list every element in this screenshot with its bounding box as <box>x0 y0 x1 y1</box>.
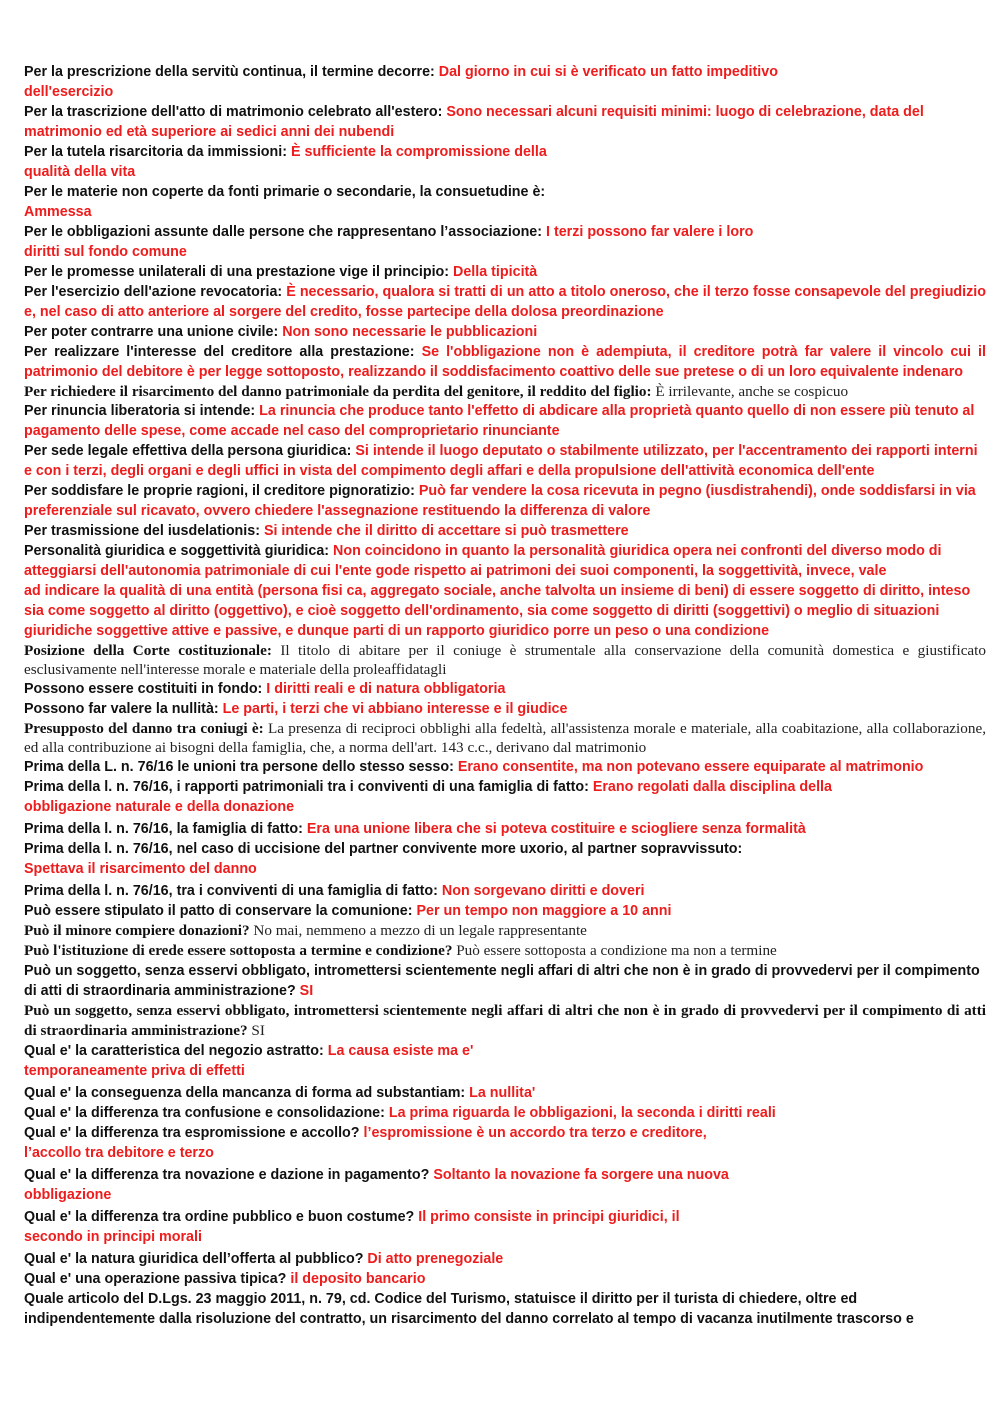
answer-text: SI <box>251 1022 265 1039</box>
question-text: Per realizzare l'interesse del creditore alla prestazione: <box>24 344 422 360</box>
document-page <box>24 62 986 1329</box>
question-text: Per le materie non coperte da fonti primarie o secondarie, la consuetudine è: <box>24 184 546 200</box>
answer-text: Se l'obbligazione non è adempiuta, il creditore potrà far valere il vincolo cui il patrimonio del debitore è per legge sottoposto, realizzando il soddisfacimento coattivo delle sue pretese o di un loro equivalente indenaro <box>24 344 986 380</box>
answer-text: È sufficiente la compromissione della <box>290 144 547 160</box>
answer-text: Erano consentite, ma non potevano essere equiparate al matrimonio <box>457 759 924 775</box>
qa-entry <box>24 342 986 382</box>
answer-text: Per un tempo non maggiore a 10 anni <box>416 903 672 919</box>
answer-text: La prima riguarda le obbligazioni, la seconda i diritti reali <box>388 1105 776 1121</box>
question-text: Possono essere costituiti in fondo: <box>24 681 267 697</box>
question-text: Per rinuncia liberatoria si intende: <box>24 403 260 419</box>
qa-entry <box>24 62 986 102</box>
answer-text: Si intende che il diritto di accettare si può trasmettere <box>263 523 629 539</box>
question-text: Per la prescrizione della servitù continua, il termine decorre: <box>24 64 439 80</box>
question-text: Qual e' la differenza tra novazione e dazione in pagamento? <box>24 1167 434 1183</box>
question-text: Può l'istituzione di erede essere sottoposta a termine e condizione? <box>24 942 457 959</box>
question-text: Presupposto del danno tra coniugi è: <box>24 720 268 737</box>
answer-text: Era una unione libera che si poteva costituire e sciogliere senza formalità <box>306 821 806 837</box>
question-text: Può un soggetto, senza esservi obbligato, intromettersi scientemente negli affari di altri che non è in grado di provvedervi per il compimento di atti di straordinaria amministrazione? <box>24 1002 986 1039</box>
qa-entry <box>24 1207 986 1247</box>
answer-text: Il titolo di abitare per il coniuge è strumentale alla conservazione della comunità domestica e giustificato esclusivamente nell'interesse morale e materiale della proleaffidatagli <box>24 642 986 678</box>
question-text: Quale articolo del D.Lgs. 23 maggio 2011, n. 79, cd. Codice del Turismo, statuisce il diritto per il turista di chiedere, oltre ed indipendentemente dalla risoluzione del contratto, un risarcimento del danno correlato al tempo di vacanza inutilmente trascorso e <box>24 1291 914 1327</box>
answer-text: Può far vendere la cosa ricevuta in pegno (iusdistrahendi), onde soddisfarsi in via preferenziale sul ricavato, ovvero chiedere l'assegnazione restituendo la differenza di valore <box>24 483 976 519</box>
question-text: Qual e' la conseguenza della mancanza di forma ad substantiam: <box>24 1085 470 1101</box>
answer-continuation: obbligazione naturale e della donazione <box>24 799 295 815</box>
answer-continuation: diritti sul fondo comune <box>24 244 187 260</box>
answer-text: l’espromissione è un accordo tra terzo e creditore, <box>363 1125 707 1141</box>
answer-text: il deposito bancario <box>290 1271 426 1287</box>
answer-text: La nullita' <box>469 1085 536 1101</box>
qa-entry <box>24 1165 986 1205</box>
qa-entry <box>24 777 986 817</box>
question-text: Personalità giuridica e soggettività giuridica: <box>24 543 334 559</box>
qa-entry <box>24 222 986 262</box>
answer-text: Si intende il luogo deputato o stabilmente utilizzato, per l'accentramento dei rapporti interni e con i terzi, degli organi e degli uffici in vista del compimento degli affari e della propulsione dell'attività economica dell'ente <box>24 443 978 479</box>
qa-entry <box>24 641 986 679</box>
qa-entry <box>24 401 986 441</box>
question-text: Qual e' una operazione passiva tipica? <box>24 1271 291 1287</box>
qa-entry <box>24 481 986 521</box>
question-text: Qual e' la differenza tra confusione e consolidazione: <box>24 1105 389 1121</box>
answer-text: È irrilevante, anche se cospicuo <box>655 383 849 400</box>
answer-continuation: temporaneamente priva di effetti <box>24 1063 245 1079</box>
qa-entry <box>24 541 986 641</box>
answer-text: Può essere sottoposta a condizione ma non a termine <box>456 942 777 959</box>
answer-continuation: ad indicare la qualità di una entità (persona fisi ca, aggregato sociale, anche talvolta un insieme di beni) di essere soggetto di diritto, inteso sia come soggetto al diritto (oggettivo), e cioè soggetto dell'ordinamento, sia come soggetto di diritti (soggettivi) o meglio di situazioni giuridiche soggettive attive e passive, e dunque parti di un rapporto giuridico porre un peso o una condizione <box>24 583 971 639</box>
qa-entry <box>24 719 986 757</box>
question-text: Posizione della Corte costituzionale: <box>24 642 281 659</box>
question-text: Prima della l. n. 76/16, la famiglia di fatto: <box>24 821 307 837</box>
answer-text: Soltanto la novazione fa sorgere una nuova <box>433 1167 729 1183</box>
answer-continuation: dell'esercizio <box>24 84 114 100</box>
answer-continuation: Ammessa <box>24 204 92 220</box>
question-text: Per soddisfare le proprie ragioni, il creditore pignoratizio: <box>24 483 419 499</box>
question-text: Per poter contrarre una unione civile: <box>24 324 283 340</box>
qa-entry <box>24 262 986 282</box>
qa-entry <box>24 1123 986 1163</box>
qa-entry <box>24 941 986 961</box>
question-text: Prima della l. n. 76/16, nel caso di uccisione del partner convivente more uxorio, al partner sopravvissuto: <box>24 841 743 857</box>
qa-entry <box>24 881 986 901</box>
qa-entry <box>24 142 986 182</box>
question-text: Qual e' la caratteristica del negozio astratto: <box>24 1043 328 1059</box>
question-text: Per l'esercizio dell'azione revocatoria: <box>24 284 287 300</box>
question-text: Per richiedere il risarcimento del danno patrimoniale da perdita del genitore, il reddito del figlio: <box>24 383 656 400</box>
question-text: Qual e' la differenza tra espromissione e accollo? <box>24 1125 364 1141</box>
question-text: Può essere stipulato il patto di conservare la comunione: <box>24 903 417 919</box>
question-text: Qual e' la differenza tra ordine pubblico e buon costume? <box>24 1209 419 1225</box>
answer-text: Della tipicità <box>453 264 538 280</box>
question-text: Per sede legale effettiva della persona giuridica: <box>24 443 356 459</box>
answer-text: Sono necessari alcuni requisiti minimi: luogo di celebrazione, data del matrimonio ed età superiore ai sedici anni dei nubendi <box>24 104 924 140</box>
answer-continuation: secondo in principi morali <box>24 1229 202 1245</box>
qa-entry <box>24 839 986 879</box>
answer-text: Di atto prenegoziale <box>367 1251 504 1267</box>
question-text: Prima della l. n. 76/16, i rapporti patrimoniali tra i conviventi di una famiglia di fatto: <box>24 779 593 795</box>
answer-text: La presenza di reciproci obblighi alla fedeltà, all'assistenza morale e materiale, alla coabitazione, alla collaborazione, ed alla contribuzione ai bisogni della famiglia, che, a norma dell'art. 143 c.c., derivano dal matrimonio <box>24 720 986 756</box>
qa-entry <box>24 1083 986 1103</box>
question-text: Qual e' la natura giuridica dell’offerta al pubblico? <box>24 1251 368 1267</box>
qa-entry <box>24 819 986 839</box>
qa-entry <box>24 1041 986 1081</box>
qa-entry <box>24 699 986 719</box>
qa-entry <box>24 282 986 322</box>
answer-text: È necessario, qualora si tratti di un atto a titolo oneroso, che il terzo fosse consapevole del pregiudizio e, nel caso di atto anteriore al sorgere del credito, fosse partecipe della dolosa preordinazione <box>24 284 986 320</box>
question-text: Possono far valere la nullità: <box>24 701 223 717</box>
answer-text: Dal giorno in cui si è verificato un fatto impeditivo <box>438 64 778 80</box>
qa-entry <box>24 1103 986 1123</box>
qa-entry <box>24 1269 986 1289</box>
question-text: Prima della L. n. 76/16 le unioni tra persone dello stesso sesso: <box>24 759 458 775</box>
qa-entry <box>24 521 986 541</box>
question-text: Per trasmissione del iusdelationis: <box>24 523 264 539</box>
qa-entry <box>24 102 986 142</box>
answer-text: Non sono necessarie le pubblicazioni <box>282 324 538 340</box>
qa-entry <box>24 1249 986 1269</box>
answer-text: I terzi possono far valere i loro <box>546 224 754 240</box>
answer-text: No mai, nemmeno a mezzo di un legale rappresentante <box>253 922 587 939</box>
answer-text: La causa esiste ma e' <box>327 1043 474 1059</box>
qa-entry <box>24 757 986 777</box>
answer-text: I diritti reali e di natura obbligatoria <box>266 681 506 697</box>
answer-text: Le parti, i terzi che vi abbiano interesse e il giudice <box>222 701 568 717</box>
qa-entry <box>24 1001 986 1041</box>
question-text: Per le promesse unilaterali di una prestazione vige il principio: <box>24 264 454 280</box>
question-text: Prima della l. n. 76/16, tra i conviventi di una famiglia di fatto: <box>24 883 442 899</box>
answer-text: Non sorgevano diritti e doveri <box>441 883 645 899</box>
answer-text: Il primo consiste in principi giuridici, il <box>418 1209 680 1225</box>
qa-entry <box>24 182 986 222</box>
answer-continuation: l’accollo tra debitore e terzo <box>24 1145 214 1161</box>
qa-entry <box>24 961 986 1001</box>
answer-text: La rinuncia che produce tanto l'effetto di abdicare alla proprietà quanto quello di non essere più tenuto al pagamento delle spese, come accade nel caso del comproprietario rinunciante <box>24 403 975 439</box>
answer-continuation: qualità della vita <box>24 164 136 180</box>
qa-entry <box>24 441 986 481</box>
qa-entry <box>24 901 986 921</box>
answer-text: SI <box>299 983 314 999</box>
answer-text: Non coincidono in quanto la personalità giuridica opera nei confronti del diverso modo di atteggiarsi dell'autonomia patrimoniale di cui l'ente gode rispetto ai patrimoni dei suoi componenti, la soggettività, invece, vale <box>24 543 942 579</box>
answer-text: Erano regolati dalla disciplina della <box>592 779 832 795</box>
qa-entry <box>24 322 986 342</box>
question-text: Può il minore compiere donazioni? <box>24 922 254 939</box>
qa-entry <box>24 679 986 699</box>
question-text: Per la tutela risarcitoria da immissioni: <box>24 144 291 160</box>
qa-entry <box>24 1289 986 1329</box>
question-text: Può un soggetto, senza esservi obbligato, intromettersi scientemente negli affari di altri che non è in grado di provvedervi per il compimento di atti di straordinaria amministrazione? <box>24 963 980 999</box>
question-text: Per le obbligazioni assunte dalle persone che rappresentano l’associazione: <box>24 224 546 240</box>
qa-entry <box>24 921 986 941</box>
question-text: Per la trascrizione dell'atto di matrimonio celebrato all'estero: <box>24 104 447 120</box>
answer-continuation: Spettava il risarcimento del danno <box>24 861 257 877</box>
qa-entry <box>24 382 986 401</box>
answer-continuation: obbligazione <box>24 1187 112 1203</box>
